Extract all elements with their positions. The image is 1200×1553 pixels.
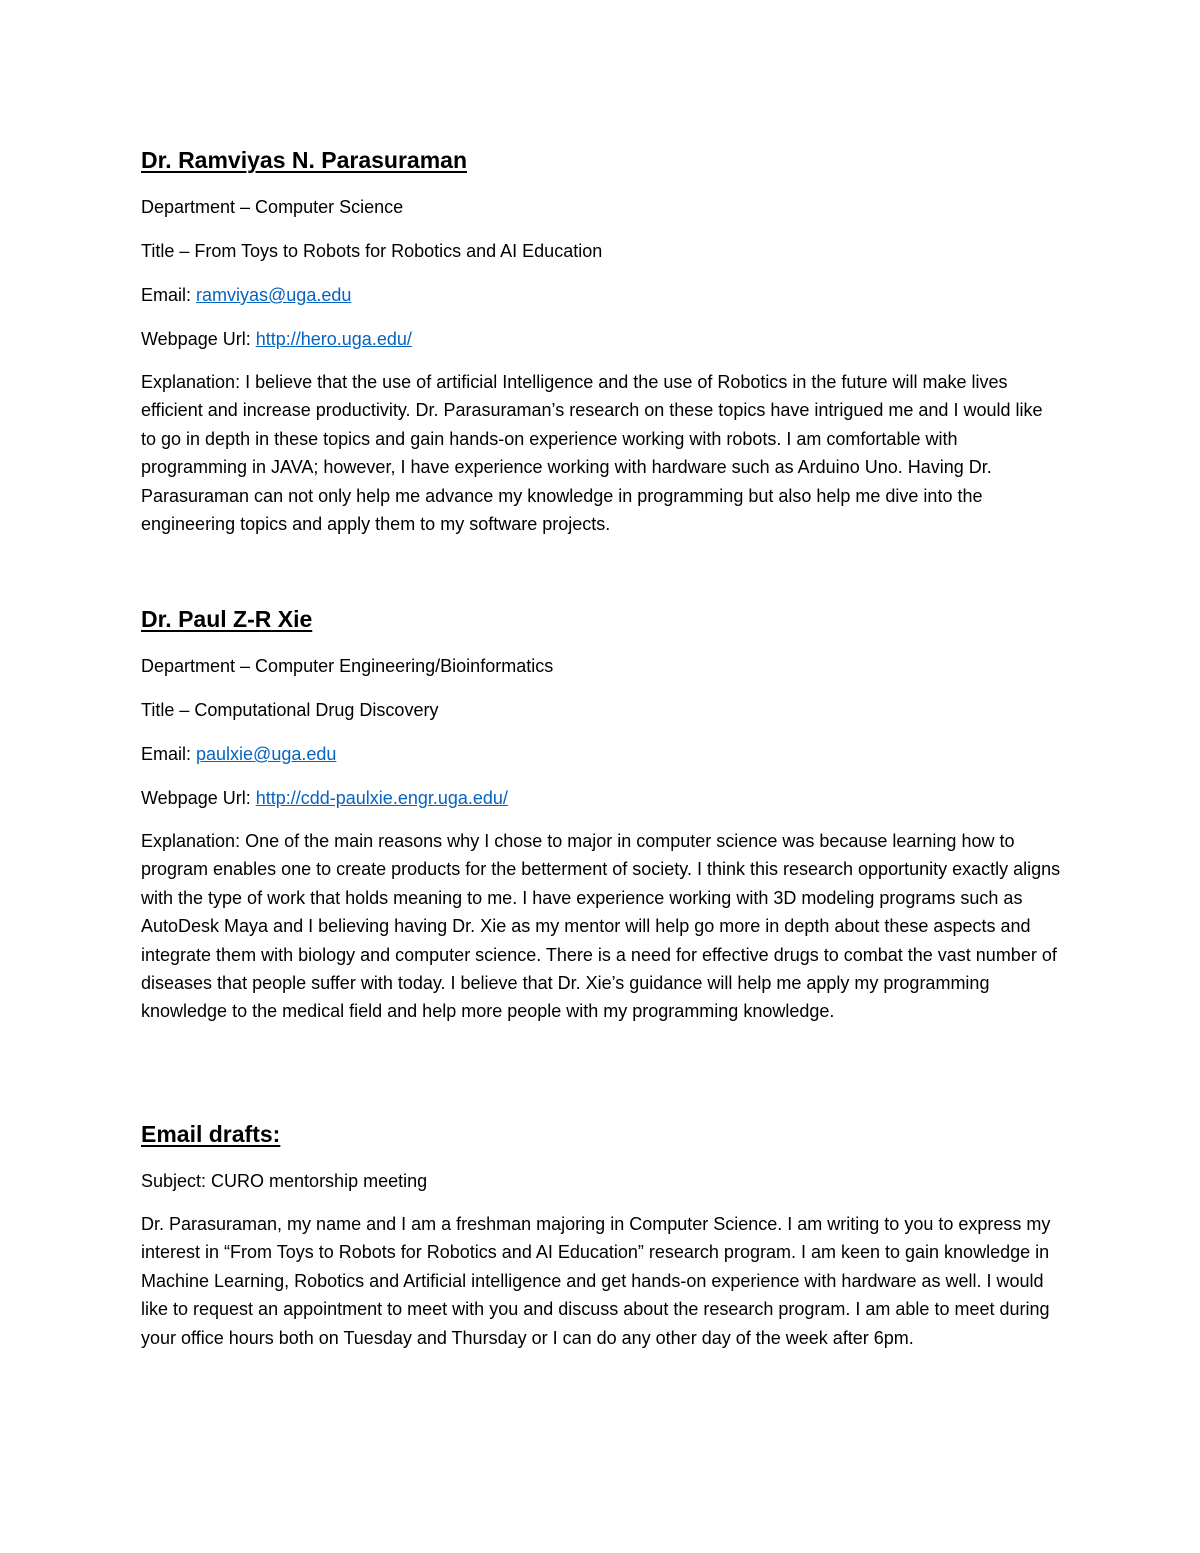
- email-label: Email:: [141, 744, 197, 764]
- email-label: Email:: [141, 285, 197, 305]
- mentor-name: Dr. Paul Z-R Xie: [141, 606, 313, 632]
- project-title-line: Title – Computational Drug Discovery: [141, 700, 439, 720]
- email-drafts-heading: Email drafts:: [141, 1121, 281, 1147]
- mentor-name: Dr. Ramviyas N. Parasuraman: [141, 147, 468, 173]
- email-drafts-section: [141, 1114, 1061, 1352]
- explanation-paragraph: Explanation: I believe that the use of artificial Intelligence and the use of Robotics in the future will make lives efficient and increase productivity. Dr. Parasuraman’s research on these topics have intrigued me and I would like to go in depth in these topics and gain hands-on experience working with robots. I am comfortable with programming in JAVA; however, I have experience working with hardware such as Arduino Uno. Having Dr. Parasuraman can not only help me advance my knowledge in programming but also help me dive into the engineering topics and apply them to my software projects.: [141, 372, 1043, 535]
- explanation-paragraph: Explanation: One of the main reasons why I chose to major in computer science was because learning how to program enables one to create products for the betterment of society. I think this research opportunity exactly aligns with the type of work that holds meaning to me. I have experience working with 3D modeling programs such as AutoDesk Maya and I believing having Dr. Xie as my mentor will help go more in depth about these aspects and integrate them with biology and computer science. There is a need for effective drugs to combat the vast number of diseases that people suffer with today. I believe that Dr. Xie’s guidance will help me apply my programming knowledge to the medical field and help more people with my programming knowledge.: [141, 831, 1061, 1022]
- email-body-paragraph: Dr. Parasuraman, my name and I am a freshman majoring in Computer Science. I am writing to you to express my interest in “From Toys to Robots for Robotics and AI Education” research program. I am keen to gain knowledge in Machine Learning, Robotics and Artificial intelligence and get hands-on experience with hardware as well. I would like to request an appointment to meet with you and discuss about the research program. I am able to meet during your office hours both on Tuesday and Thursday or I can do any other day of the week after 6pm.: [141, 1214, 1051, 1348]
- mentor-section-2: [141, 599, 1061, 1026]
- email-link[interactable]: ramviyas@uga.edu: [196, 285, 352, 305]
- webpage-line: [141, 785, 1061, 811]
- department-line: Department – Computer Engineering/Bioinformatics: [141, 656, 554, 676]
- webpage-link[interactable]: http://hero.uga.edu/: [255, 329, 412, 349]
- webpage-label: Webpage Url:: [141, 329, 256, 349]
- email-subject-line: Subject: CURO mentorship meeting: [141, 1171, 428, 1191]
- email-link[interactable]: paulxie@uga.edu: [196, 744, 337, 764]
- mentor-section-1: [141, 140, 1061, 538]
- webpage-link[interactable]: http://cdd-paulxie.engr.uga.edu/: [255, 788, 508, 808]
- department-line: Department – Computer Science: [141, 197, 404, 217]
- email-line: [141, 741, 1061, 767]
- webpage-label: Webpage Url:: [141, 788, 256, 808]
- email-line: [141, 282, 1061, 308]
- webpage-line: [141, 326, 1061, 352]
- project-title-line: Title – From Toys to Robots for Robotics and AI Education: [141, 241, 603, 261]
